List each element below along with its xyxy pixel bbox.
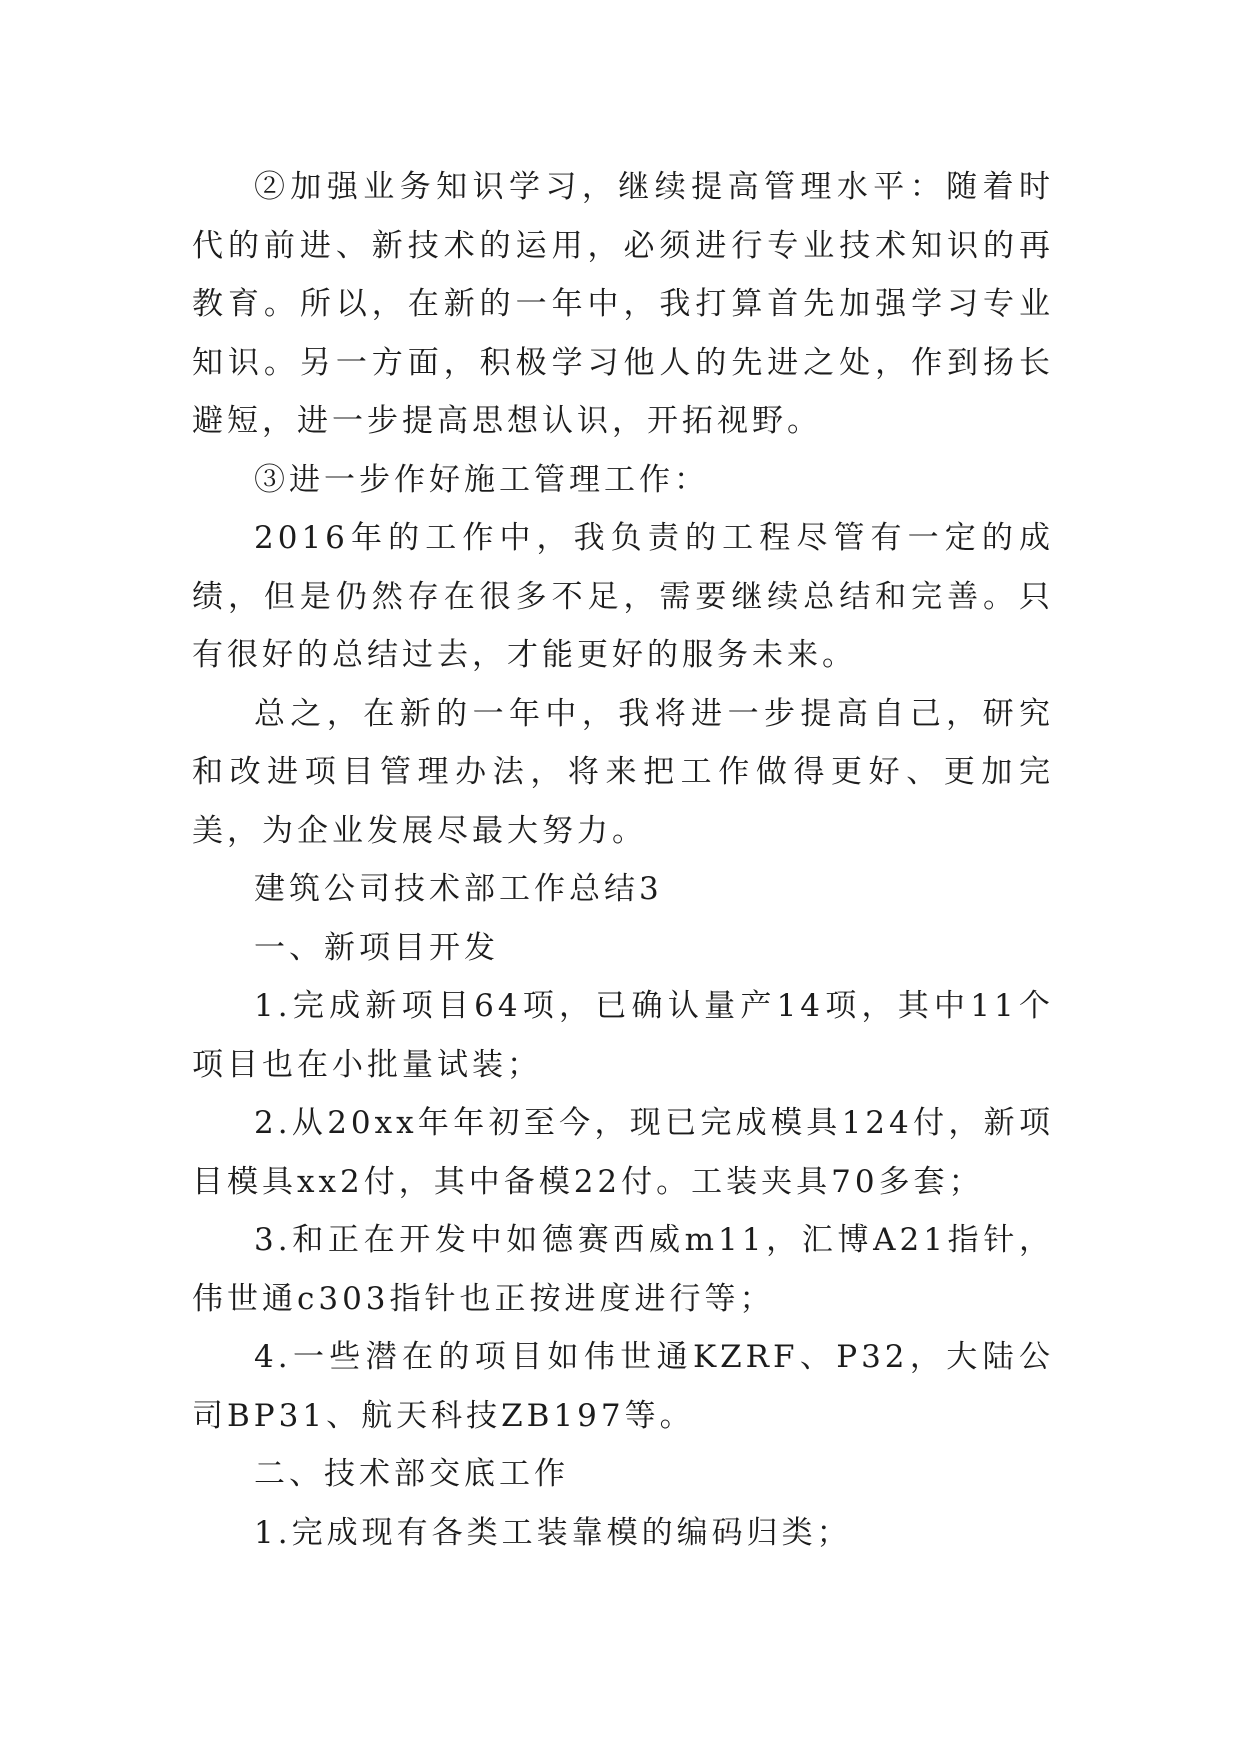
list-item-1-new-projects: 1.完成新项目64项，已确认量产14项，其中11个项目也在小批量试装； (192, 988, 1054, 1083)
heading-new-project-development: 一、新项目开发 (254, 929, 499, 966)
heading-technical-handover: 二、技术部交底工作 (254, 1456, 569, 1492)
paragraph-conclusion: 总之，在新的一年中，我将进一步提高自己，研究和改进项目管理办法，将来把工作做得更好、更加完美，为企业发展尽最大努力。 (192, 695, 1054, 849)
paragraph-construction-management-heading: ③进一步作好施工管理工作： (254, 461, 709, 498)
list-item-3-in-development: 3.和正在开发中如德赛西威m11，汇博A21指针，伟世通c303指针也正按进度进行等； (192, 1222, 1054, 1317)
document-body (192, 158, 1054, 1562)
section-title: 建筑公司技术部工作总结3 (254, 871, 663, 907)
list-item-1-fixture-coding: 1.完成现有各类工装靠模的编码归类； (254, 1514, 852, 1551)
paragraph-2016-work-review: 2016年的工作中，我负责的工程尽管有一定的成绩，但是仍然存在很多不足，需要继续总结和完善。只有很好的总结过去，才能更好的服务未来。 (192, 520, 1054, 673)
paragraph-improve-management: ②加强业务知识学习，继续提高管理水平：随着时代的前进、新技术的运用，必须进行专业技术知识的再教育。所以，在新的一年中，我打算首先加强学习专业知识。另一方面，积极学习他人的先进之处，作到扬长避短，进一步提高思想认识，开拓视野。 (192, 169, 1054, 439)
list-item-4-potential-projects: 4.一些潜在的项目如伟世通KZRF、P32，大陆公司BP31、航天科技ZB197等。 (192, 1339, 1054, 1434)
list-item-2-molds: 2.从20xx年年初至今，现已完成模具124付，新项目模具xx2付，其中备模22付。工装夹具70多套； (192, 1105, 1054, 1200)
